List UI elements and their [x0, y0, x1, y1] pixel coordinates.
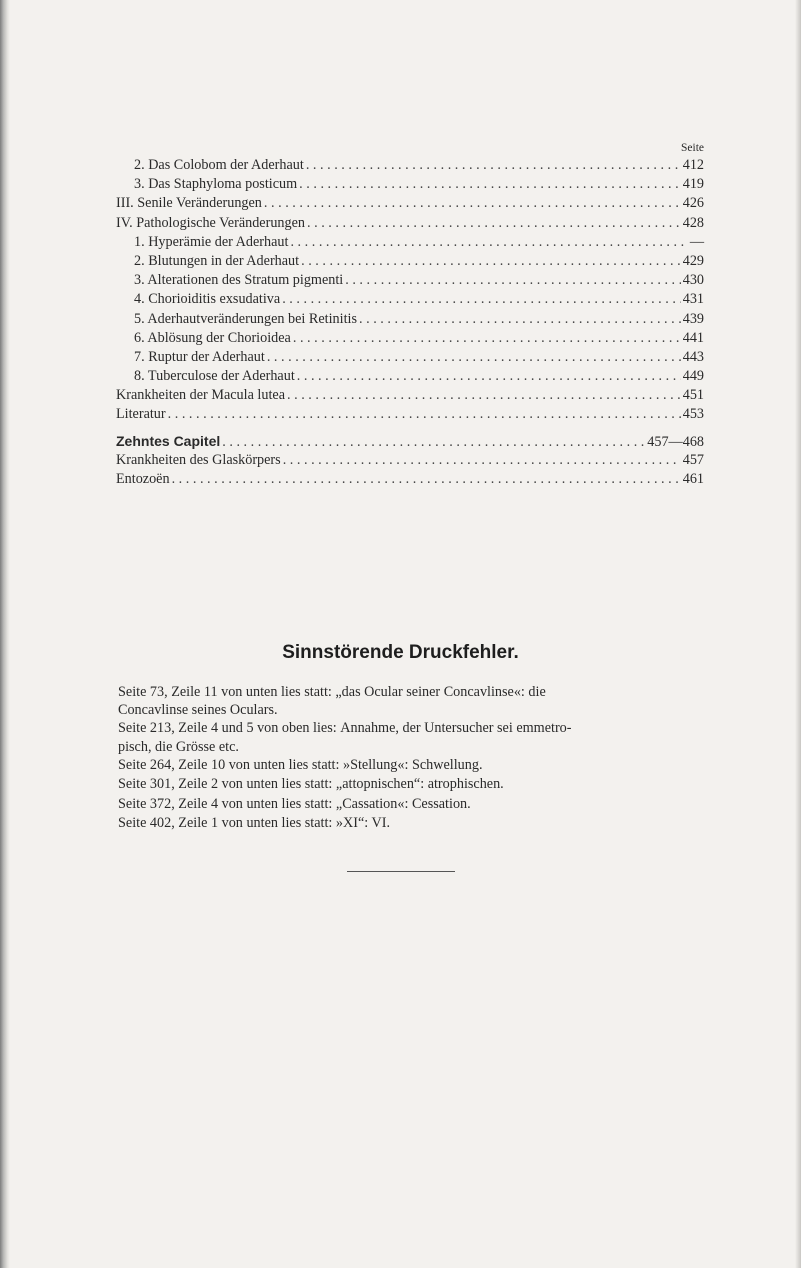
errata-correction: [339, 756, 718, 775]
errata-location: Seite 73, Zeile 11 von unten lies statt:: [118, 684, 332, 700]
dot-leader: [299, 252, 681, 271]
toc-entry-label: Entozoën: [116, 471, 170, 487]
errata-item: [118, 795, 718, 814]
errata-location: Seite 264, Zeile 10 von unten lies statt:: [118, 756, 340, 773]
toc-entry: [116, 175, 704, 194]
toc-entry-page: 439: [682, 310, 704, 327]
errata-correction: [332, 795, 718, 814]
toc-entry-label: 3. Das Staphyloma posticum: [134, 176, 298, 193]
toc-entry-page: 453: [682, 406, 704, 423]
toc-entry: [116, 290, 704, 309]
toc-entry-page: 426: [682, 195, 704, 212]
toc-entry-label: Krankheiten des Glaskörpers: [116, 451, 281, 468]
dot-leader: [305, 214, 681, 233]
toc-entry: [116, 252, 704, 271]
errata-correction: [332, 683, 718, 702]
toc-chapter-entry: [116, 432, 704, 451]
dot-leader: [304, 156, 681, 175]
toc-entry-label: 1. Hyperämie der Aderhaut: [134, 233, 289, 250]
errata-correction: [332, 775, 718, 794]
toc-entry: [116, 271, 704, 290]
scan-edge-left: [0, 0, 10, 1268]
toc-entry-label: 6. Ablösung der Chorioidea: [134, 329, 291, 346]
toc-entry-label: 8. Tuberculose der Aderhaut: [134, 368, 295, 385]
errata-correction-text: „das Ocular seiner Concavlinse«: die: [335, 684, 546, 700]
toc-entry-label: 2. Blutungen in der Aderhaut: [134, 252, 300, 269]
dot-leader: [170, 470, 681, 489]
errata-correction-continued: Concavlinse seines Oculars.: [118, 702, 278, 719]
errata-location: Seite 402, Zeile 1 von unten lies statt:: [118, 815, 333, 832]
errata-heading: Sinnstörende Druckfehler.: [282, 642, 519, 663]
toc-entry: [116, 329, 704, 348]
errata-item: [118, 756, 718, 775]
dot-leader: [288, 233, 687, 252]
toc-entry: [116, 156, 704, 175]
toc-entry-page: 431: [682, 291, 704, 308]
toc-entry-page: 461: [682, 471, 704, 487]
dot-leader: [297, 175, 681, 194]
toc-entry-page: 443: [682, 348, 704, 365]
errata-correction-text: »XI“: VI.: [335, 815, 391, 832]
toc-entry-label: 7. Ruptur der Aderhaut: [134, 348, 265, 365]
dot-leader: [220, 433, 645, 452]
toc-entry-label: Krankheiten der Macula lutea: [116, 387, 285, 404]
errata-location: Seite 213, Zeile 4 und 5 von oben lies:: [118, 720, 337, 737]
scan-edge-right: [795, 0, 801, 1268]
dot-leader: [295, 367, 681, 386]
toc-entry: [116, 451, 704, 470]
errata-correction-text: Annahme, der Untersucher sei emmetro-: [340, 720, 572, 737]
errata-item: [118, 775, 718, 794]
dot-leader: [343, 271, 680, 290]
toc-entry: [116, 367, 704, 386]
toc-entry-label: IV. Pathologische Veränderungen: [116, 214, 305, 231]
dot-leader: [280, 290, 681, 309]
dot-leader: [285, 386, 681, 405]
toc-entry-page: 429: [682, 252, 704, 269]
toc-entry-page: 457—468: [647, 433, 704, 450]
toc-entry-label: 4. Chorioiditis exsudativa: [134, 291, 281, 308]
toc-entry: [116, 405, 704, 424]
errata-correction: [332, 814, 718, 833]
toc-entry-page: 419: [682, 176, 704, 193]
dot-leader: [265, 348, 681, 367]
table-of-contents: [116, 140, 704, 489]
toc-entry-page: —: [689, 233, 704, 250]
errata-item: [118, 719, 718, 755]
errata-item: [118, 814, 718, 833]
errata-location: Seite 301, Zeile 2 von unten lies statt:: [118, 776, 333, 793]
toc-entry-page: 430: [682, 272, 704, 289]
seite-column-label: Seite: [681, 142, 704, 154]
toc-entry-label: III. Senile Veränderungen: [116, 195, 262, 212]
toc-entry-label: 3. Alterationen des Stratum pigmenti: [134, 272, 344, 289]
errata-correction-text: „attopnischen“: atrophischen.: [335, 776, 504, 793]
errata-correction: [337, 719, 718, 738]
dot-leader: [291, 329, 681, 348]
toc-entry: [116, 470, 704, 489]
dot-leader: [281, 451, 681, 470]
errata-list: [118, 683, 718, 833]
toc-entry: [116, 233, 704, 252]
dot-leader: [357, 310, 681, 329]
toc-entry-label: 2. Das Colobom der Aderhaut: [134, 157, 304, 173]
dot-leader: [166, 405, 681, 424]
toc-entry-page: 412: [682, 157, 704, 173]
toc-entry: [116, 194, 704, 213]
errata-item: [118, 683, 718, 719]
toc-entry: [116, 214, 704, 233]
errata-correction-continued: pisch, die Grösse etc.: [118, 738, 239, 755]
toc-chapter-label: Zehntes Capitel: [116, 432, 221, 449]
toc-entry-page: 428: [682, 214, 704, 231]
errata-location: Seite 372, Zeile 4 von unten lies statt:: [118, 795, 333, 812]
toc-entry-page: 441: [682, 329, 704, 346]
section-gap: [116, 425, 704, 432]
closing-rule: [347, 871, 455, 872]
toc-entry-page: 457: [682, 451, 704, 468]
toc-entry-page: 451: [682, 387, 704, 404]
toc-entry: [116, 310, 704, 329]
toc-entry-label: Literatur: [116, 406, 166, 423]
errata-correction-text: »Stellung«: Schwellung.: [343, 756, 483, 773]
errata-correction-text: „Cassation«: Cessation.: [335, 795, 471, 812]
toc-entry-page: 449: [682, 368, 704, 385]
toc-entry: [116, 348, 704, 367]
toc-entry: [116, 386, 704, 405]
toc-entry-label: 5. Aderhautveränderungen bei Retinitis: [134, 310, 357, 327]
dot-leader: [262, 194, 681, 213]
